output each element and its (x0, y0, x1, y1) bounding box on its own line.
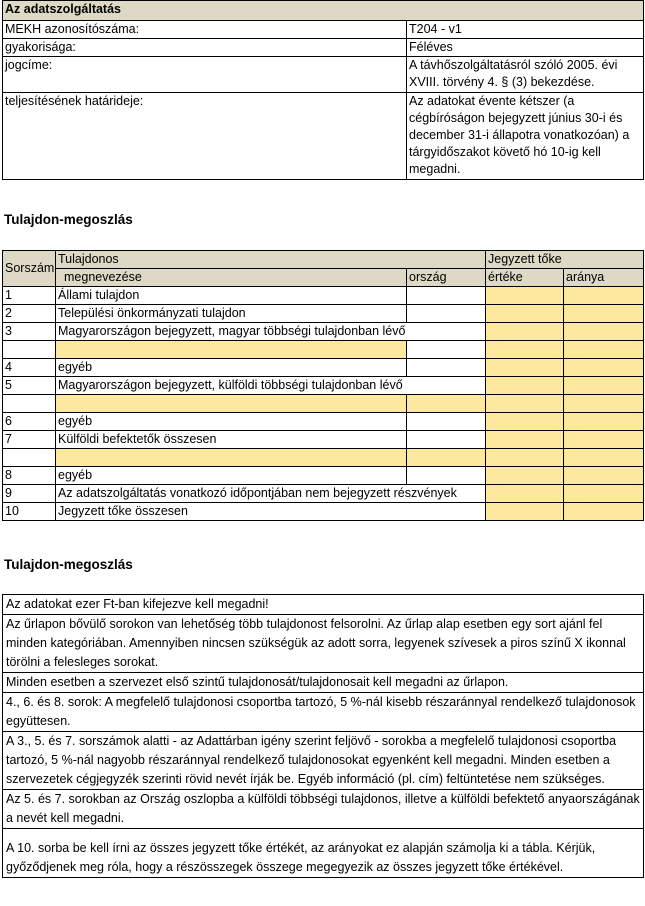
country-cell (407, 467, 486, 485)
owner-name-input[interactable] (56, 395, 407, 413)
header-tulajdonos: Tulajdonos (56, 251, 486, 269)
row-name: Külföldi befektetők összesen (56, 431, 407, 449)
value-input[interactable] (486, 485, 564, 503)
header-orszag: ország (407, 269, 486, 287)
country-cell (407, 305, 486, 323)
value-input[interactable] (486, 323, 564, 341)
value-input[interactable] (486, 287, 564, 305)
ratio-cell (564, 287, 644, 305)
table-row (3, 431, 644, 449)
row-number: 9 (3, 485, 56, 503)
table-row (3, 323, 644, 341)
info-value-id: T204 - v1 (407, 21, 644, 39)
header-megnevezese: megnevezése (56, 269, 407, 287)
row-name: egyéb (56, 359, 407, 377)
ratio-cell (564, 377, 644, 395)
table-row (3, 287, 644, 305)
table-row (3, 413, 644, 431)
row-number: 5 (3, 377, 56, 395)
row-number (3, 341, 56, 359)
info-label-id: MEKH azonosítószáma: (3, 21, 407, 39)
row-number: 10 (3, 503, 56, 521)
row-number: 6 (3, 413, 56, 431)
row-number: 2 (3, 305, 56, 323)
info-value-deadline: Az adatokat évente kétszer (a cégbíróságon bejegyzett június 30-i és december 31-i állapotra vonatkozóan) a tárgyidőszakot követő hó 10-ig kell megadni. (407, 93, 644, 180)
country-input[interactable] (407, 395, 486, 413)
note-item: 4., 6. és 8. sorok: A megfelelő tulajdonosi csoportba tartozó, 5 %-nál kisebb részaránnyal rendelkező tulajdonosok együttesen. (3, 693, 644, 732)
row-name: Települési önkormányzati tulajdon (56, 305, 407, 323)
ratio-cell (564, 359, 644, 377)
info-label-frequency: gyakorisága: (3, 39, 407, 57)
info-table (2, 0, 644, 180)
row-number (3, 395, 56, 413)
row-number: 7 (3, 431, 56, 449)
ratio-cell (564, 431, 644, 449)
header-erteke: értéke (486, 269, 564, 287)
ratio-cell (564, 485, 644, 503)
country-cell (407, 431, 486, 449)
table-row (3, 485, 644, 503)
value-input[interactable] (486, 467, 564, 485)
note-item: Minden esetben a szervezet első szintű tulajdonosát/tulajdonosait kell megadni az űrlapon. (3, 673, 644, 693)
row-number: 8 (3, 467, 56, 485)
info-label-deadline: teljesítésének határideje: (3, 93, 407, 180)
ratio-cell (564, 341, 644, 359)
row-name: Jegyzett tőke összesen (56, 503, 486, 521)
row-name: Magyarországon bejegyzett, magyar többségi tulajdonban lévő (56, 323, 486, 341)
value-input[interactable] (486, 395, 564, 413)
expandable-row (3, 395, 644, 413)
table-row (3, 467, 644, 485)
row-name: Az adatszolgáltatás vonatkozó időpontjában nem bejegyzett részvények (56, 485, 486, 503)
value-input[interactable] (486, 341, 564, 359)
value-input[interactable] (486, 305, 564, 323)
section-title-notes: Tulajdon-megoszlás (4, 557, 133, 572)
row-name: egyéb (56, 413, 407, 431)
row-number: 3 (3, 323, 56, 341)
value-input[interactable] (486, 431, 564, 449)
row-name: Állami tulajdon (56, 287, 407, 305)
country-input[interactable] (407, 449, 486, 467)
ratio-cell (564, 503, 644, 521)
country-cell (407, 287, 486, 305)
value-input[interactable] (486, 503, 564, 521)
country-cell (407, 341, 486, 359)
ratio-cell (564, 323, 644, 341)
ownership-table (2, 250, 644, 521)
header-sorszam: Sorszám (3, 251, 56, 287)
value-input[interactable] (486, 359, 564, 377)
ratio-cell (564, 467, 644, 485)
value-input[interactable] (486, 377, 564, 395)
section-title-ownership: Tulajdon-megoszlás (4, 212, 133, 227)
owner-name-input[interactable] (56, 449, 407, 467)
ratio-cell (564, 449, 644, 467)
info-label-legal-basis: jogcíme: (3, 57, 407, 93)
header-jegyzett-toke: Jegyzett tőke (486, 251, 644, 269)
info-value-legal-basis: A távhőszolgáltatásról szóló 2005. évi XVIII. törvény 4. § (3) bekezdése. (407, 57, 644, 93)
info-title: Az adatszolgáltatás (3, 1, 644, 21)
row-name: Magyarországon bejegyzett, külföldi többségi tulajdonban lévő (56, 377, 486, 395)
owner-name-input[interactable] (56, 341, 407, 359)
table-row (3, 377, 644, 395)
notes-table (2, 594, 644, 878)
note-item: Az űrlapon bővülő sorokon van lehetőség több tulajdonost felsorolni. Az űrlap alap esetben egy sort ajánl fel minden kategóriában. Amennyiben nincsen szükségük az adott sorra, legyenek szívesek a piros színű X ikonnal törölni a felesleges sorokat. (3, 615, 644, 673)
value-input[interactable] (486, 413, 564, 431)
note-item: Az adatokat ezer Ft-ban kifejezve kell megadni! (3, 595, 644, 615)
ratio-cell (564, 395, 644, 413)
table-row (3, 305, 644, 323)
table-row (3, 503, 644, 521)
country-cell (407, 413, 486, 431)
row-number (3, 449, 56, 467)
ratio-cell (564, 413, 644, 431)
ratio-cell (564, 305, 644, 323)
header-aranya: aránya (564, 269, 644, 287)
row-name: egyéb (56, 467, 407, 485)
note-item: A 10. sorba be kell írni az összes jegyzett tőke értékét, az arányokat ez alapján számolja ki a tábla. Kérjük, győződjenek meg róla, hogy a részösszegek összege megegyezik az összes jegyzett tőke értékével. (3, 829, 644, 878)
value-input[interactable] (486, 449, 564, 467)
row-number: 1 (3, 287, 56, 305)
note-item: Az 5. és 7. sorokban az Ország oszlopba a külföldi többségi tulajdonos, illetve a külföldi befektető anyaországának a nevét kell megadni. (3, 790, 644, 829)
row-number: 4 (3, 359, 56, 377)
info-value-frequency: Féléves (407, 39, 644, 57)
expandable-row (3, 341, 644, 359)
expandable-row (3, 449, 644, 467)
country-cell (407, 359, 486, 377)
table-row (3, 359, 644, 377)
note-item: A 3., 5. és 7. sorszámok alatti - az Adattárban igény szerint feljövő - sorokba a megfelelő tulajdonosi csoportba tartozó, 5 %-nál nagyobb részaránnyal rendelkező tulajdonosokat egyenként kell megadni. Minden esetben a szervezetek cégjegyzék szerinti rövid nevét írják be. Egyéb információ (pl. cím) feltüntetése nem szükséges. (3, 732, 644, 790)
